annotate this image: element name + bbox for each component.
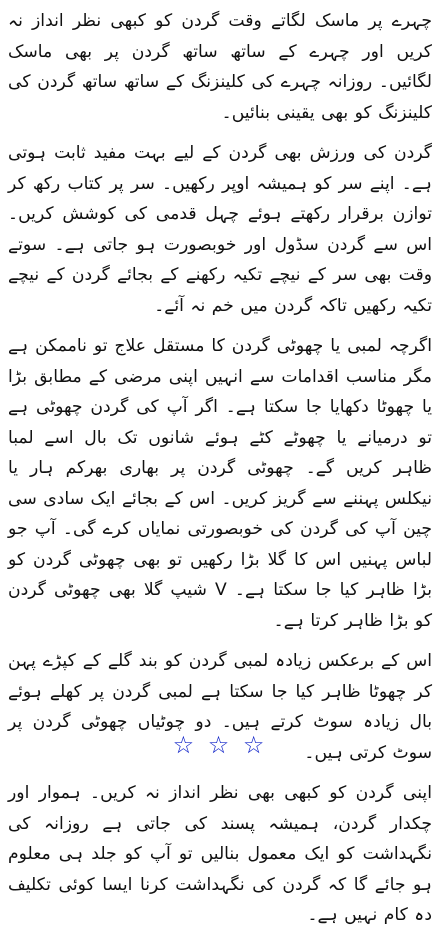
star-icon: ☆ bbox=[172, 731, 198, 759]
paragraph-neck-mask: چہرے پر ماسک لگاتے وقت گردن کو کبھی نظر انداز نہ کریں اور چہرے کے ساتھ ساتھ گردن پر بھی ماسک لگائیں۔ روزانہ چہرے کی کلینزنگ کے ساتھ ساتھ گردن کی کلینزنگ کو بھی یقینی بنائیں۔ bbox=[8, 11, 432, 123]
paragraph-neck-care: اپنی گردن کو کبھی بھی نظر انداز نہ کریں۔ ہموار اور چکدار گردن، ہمیشہ پسند کی جاتی ہے روزانہ کی نگہداشت کو ایک معمول بنالیں تو آپ کو جلد ہی معلوم ہو جائے گا کہ گردن کی نگہداشت کرنا ایسا کوئی تکلیف دہ کام نہیں ہے۔ bbox=[8, 783, 432, 925]
paragraph-neck-exercise: گردن کی ورزش بھی گردن کے لیے بہت مفید ثابت ہوتی ہے۔ اپنے سر کو ہمیشہ اوپر رکھیں۔ سر پر کتاب رکھ کر توازن برقرار رکھتے ہوئے چہل قدمی کی کوشش کریں۔ اس سے گردن سڈول اور خوبصورت ہو جاتی ہے۔ سوتے وقت بھی سر کے نیچے تکیہ رکھنے کے بجائے گردن کے نیچے تکیہ رکھیں تاکہ گردن میں خم نہ آئے۔ bbox=[8, 143, 432, 316]
paragraph-neck-length: اگرچہ لمبی یا چھوٹی گردن کا مستقل علاج تو ناممکن ہے مگر مناسب اقدامات سے انہیں اپنی مرضی کے مطابق بڑا یا چھوٹا دکھایا جا سکتا ہے۔ اگر آپ کی گردن چھوٹی ہے تو درمیانے یا چھوٹے کٹے ہوئے شانوں تک بال اسے لمبا ظاہر کریں گے۔ چھوٹی گردن پر بھاری بھرکم ہار یا نیکلس پہننے سے گریز کریں۔ اس کے بجائے ایک سادی سی چین آپ کی گردن کی خوبصورتی نمایاں کرے گی۔ آپ جو لباس پہنیں اس کا گلا بڑا رکھیں تو بھی چھوٹی گردن کو بڑا ظاہر کیا جا سکتا ہے۔ V شیپ گلا بھی چھوٹی گردن کو بڑا ظاہر کرتا ہے۔ bbox=[8, 336, 432, 631]
article-body bbox=[8, 6, 432, 941]
paragraph-long-neck: اس کے برعکس زیادہ لمبی گردن کو بند گلے کے کپڑے پہن کر چھوٹا ظاہر کیا جا سکتا ہے لمبی گردن پر کھلے ہوئے بال زیادہ سوٹ کرتے ہیں۔ دو چوٹیاں چھوٹی گردن پر سوٹ کرتی ہیں۔ bbox=[8, 651, 432, 763]
star-divider bbox=[0, 731, 440, 759]
star-icon: ☆ bbox=[242, 731, 268, 759]
star-icon: ☆ bbox=[207, 731, 233, 759]
